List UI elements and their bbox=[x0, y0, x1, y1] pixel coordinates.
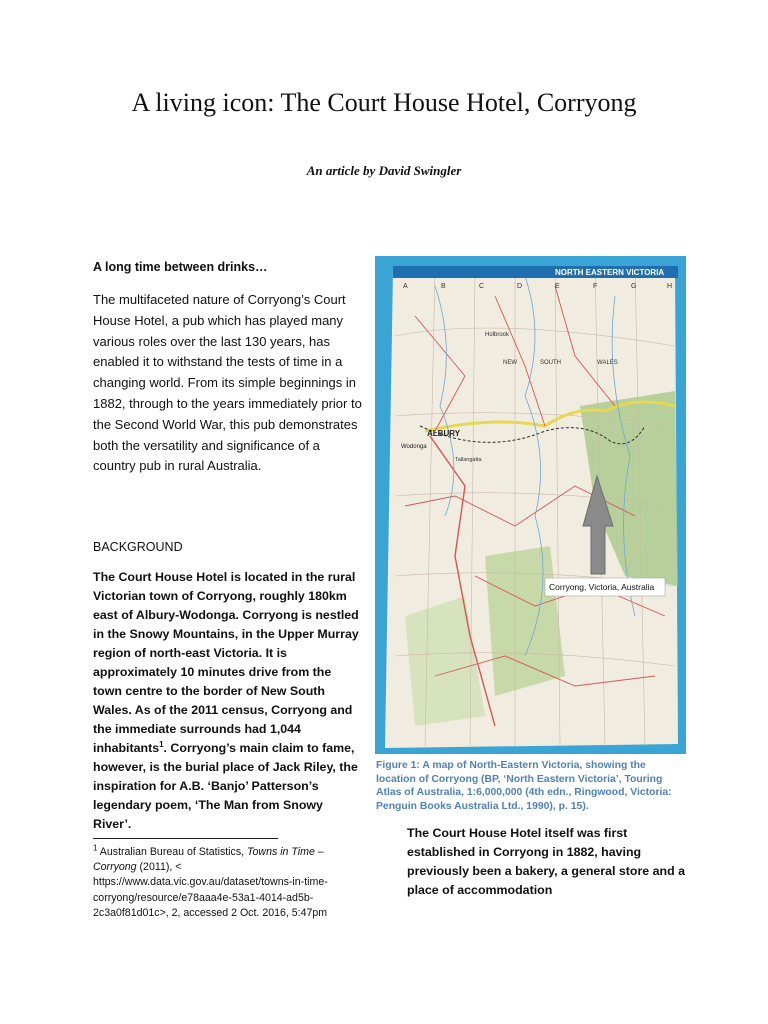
background-paragraph bbox=[93, 568, 363, 834]
map-figure bbox=[375, 256, 686, 754]
footnote-text-after: (2011), < https://www.data.vic.gov.au/dataset/towns-in-time-corryong/resource/e78aaa4e-53a1-4014-ad5b-2c3a0f81d01c>, 2, accessed 2 Oct. 2016, 5:47pm bbox=[93, 861, 328, 919]
footnote-marker: 1 bbox=[93, 843, 98, 853]
map-label-tallangatta: Tallangatta bbox=[455, 457, 482, 463]
map-letter-e: E bbox=[555, 283, 560, 290]
background-text-part2: . Corryong’s main claim to fame, however, is the burial place of Jack Riley, the inspiration for A.B. ‘Banjo’ Patterson’s legendary poem, ‘The Man from Snowy River’. bbox=[93, 741, 358, 831]
map-label-south: SOUTH bbox=[540, 360, 561, 366]
footnote-reference[interactable]: 1 bbox=[159, 739, 164, 749]
map-letter-d: D bbox=[517, 283, 523, 290]
right-column-paragraph: The Court House Hotel itself was first established in Corryong in 1882, having previously been a bakery, a general store and a place of accommodation bbox=[407, 826, 685, 897]
footnote-divider bbox=[93, 838, 278, 839]
figure-caption: Figure 1: A map of North-Eastern Victoria, showing the location of Corryong (BP, ‘North Eastern Victoria’, Touring Atlas of Australia, 1:6,000,000 (4th edn., Ringwood, Victoria: Penguin Books Australia Ltd., 1990), p. 15). bbox=[376, 760, 672, 812]
map-label-wales: WALES bbox=[597, 360, 618, 366]
map-header-text: NORTH EASTERN VICTORIA bbox=[555, 268, 665, 277]
map-letter-f: F bbox=[593, 283, 598, 290]
map-letter-b: B bbox=[441, 283, 446, 290]
map-callout-label: Corryong, Victoria, Australia bbox=[549, 582, 655, 592]
footnote-italic-title: Towns in Time – Corryong bbox=[93, 846, 324, 874]
intro-paragraph: The multifaceted nature of Corryong’s Court House Hotel, a pub which has played many various roles over the last 130 years, has enabled it to withstand the tests of time in a changing world. From its simple beginnings in 1882, through to the years immediately prior to the Second World War, this pub demonstrates both the versatility and significance of a country pub in rural Australia. bbox=[93, 292, 362, 474]
map-image bbox=[375, 256, 686, 754]
map-label-albury: ALBURY bbox=[427, 429, 461, 438]
map-letter-g: G bbox=[631, 283, 637, 290]
footnote-text-before: Australian Bureau of Statistics, bbox=[97, 846, 248, 858]
section-heading-drinks: A long time between drinks… bbox=[93, 260, 268, 274]
article-byline: An article by David Swingler bbox=[306, 163, 462, 178]
article-title: A living icon: The Court House Hotel, Corryong bbox=[131, 88, 637, 117]
map-letter-h: H bbox=[667, 283, 673, 290]
background-text-part1: The Court House Hotel is located in the rural Victorian town of Corryong, roughly 180km east of Albury-Wodonga. Corryong is nestled in the Snowy Mountains, in the Upper Murray region of north-east Victoria. It is approximately 10 minutes drive from the town centre to the border of New South Wales. As of the 2011 census, Corryong and the immediate surrounds had 1,044 inhabitants bbox=[93, 570, 359, 755]
map-label-new: NEW bbox=[503, 360, 517, 366]
section-heading-background: BACKGROUND bbox=[93, 540, 183, 554]
map-label-wodonga: Wodonga bbox=[401, 444, 427, 450]
map-letter-a: A bbox=[403, 283, 408, 290]
map-label-holbrook: Holbrook bbox=[485, 332, 510, 338]
map-letter-c: C bbox=[479, 283, 485, 290]
footnote bbox=[93, 845, 363, 921]
